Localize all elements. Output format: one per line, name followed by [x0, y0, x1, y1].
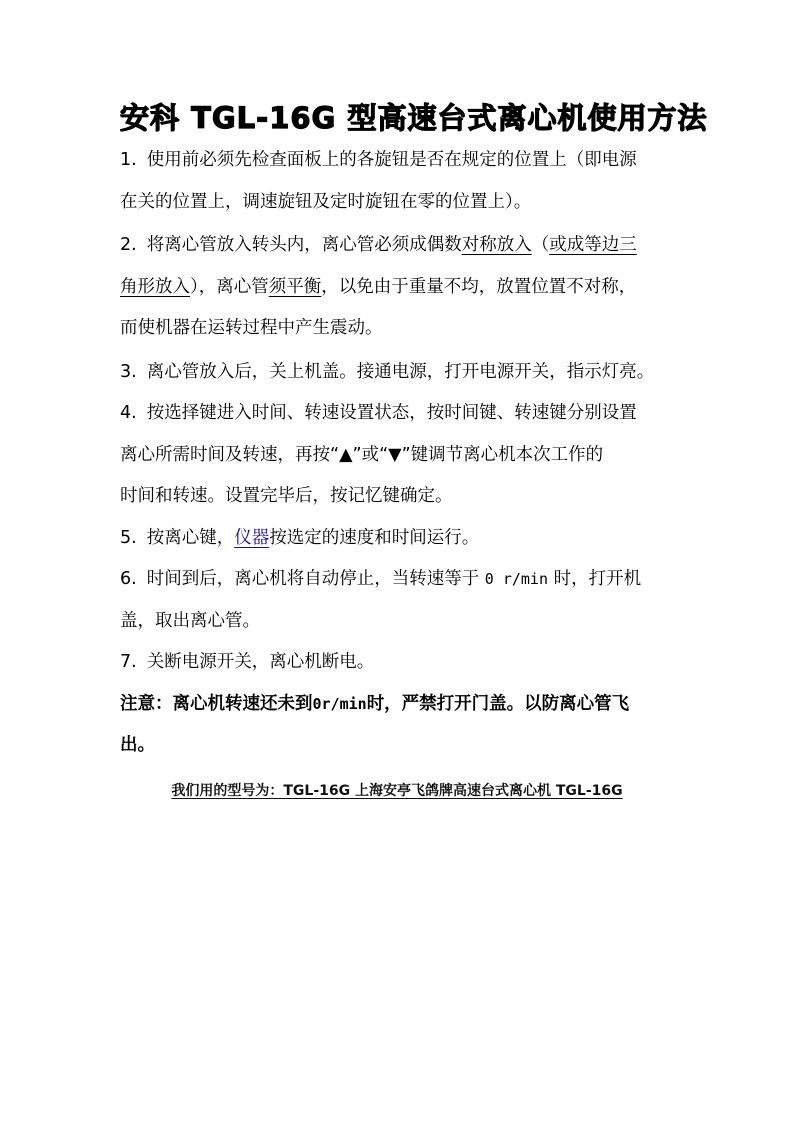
underlined-text: 或成等边三: [549, 235, 637, 255]
step-number: 2.: [120, 235, 137, 255]
step-1: [120, 140, 680, 182]
speed-value: 0r/min: [312, 694, 367, 713]
step-number: 4.: [120, 403, 137, 423]
note-text: 出。: [120, 735, 155, 755]
note-text: 注意：离心机转速还未到: [120, 693, 313, 714]
step-text: 使用前必须先检查面板上的各旋钮是否在规定的位置上（即电源: [146, 150, 637, 170]
warning-note-cont: [120, 725, 680, 767]
step-text: 时间到后，离心机将自动停止，当转速等于: [146, 569, 480, 589]
step-4-cont: [120, 435, 680, 477]
step-2-cont: [120, 308, 680, 350]
underlined-text: 须平衡: [268, 276, 322, 297]
step-text: ），离心管: [190, 276, 269, 297]
step-text: 按选择键进入时间、转速设置状态，按时间键、转速键分别设置: [146, 403, 637, 423]
warning-note: [120, 684, 680, 726]
step-text: ，以免由于重量不均，放置位置不对称，: [321, 276, 637, 297]
step-text: 按选定的速度和时间运行。: [269, 527, 480, 548]
step-4-cont: [120, 476, 680, 518]
step-number: 1.: [120, 150, 137, 170]
step-2-cont: [120, 267, 680, 309]
step-1-cont: [120, 182, 680, 224]
step-text: 离心管放入后，关上机盖。接通电源，打开电源开关，指示灯亮。: [146, 361, 655, 382]
step-text: 时，打开机: [553, 569, 642, 589]
step-text: 关断电源开关，离心机断电。: [146, 652, 375, 672]
step-text: 盖，取出离心管。: [120, 610, 260, 631]
step-text: （: [531, 235, 550, 255]
step-4: [120, 393, 680, 435]
step-number: 7.: [120, 652, 137, 672]
document-title: 安科 TGL-16G 型高速台式离心机使用方法: [120, 101, 708, 135]
instrument-link[interactable]: 仪器: [234, 527, 270, 548]
step-number: 5.: [120, 527, 137, 548]
step-text: 将离心管放入转头内，离心管必须成偶数: [146, 235, 462, 255]
step-text: 而使机器在运转过程中产生震动。: [120, 318, 383, 338]
step-2: [120, 225, 680, 267]
step-text: 按离心键，: [146, 527, 235, 548]
underlined-text: 角形放入: [120, 276, 190, 297]
note-text: 时，严禁打开门盖。以防离心管飞: [366, 693, 630, 714]
speed-value: 0 r/min: [484, 570, 548, 588]
step-number: 6.: [120, 569, 137, 589]
step-text: 在关的位置上，调速旋钮及定时旋钮在零的位置上）。: [120, 191, 532, 212]
step-text: 离心所需时间及转速，再按“▲”或“▼”键调节离心机本次工作的: [120, 444, 604, 465]
model-footer: 我们用的型号为：TGL-16G 上海安亭飞鸽牌高速台式离心机 TGL-16G: [171, 783, 623, 799]
step-6-cont: [120, 601, 680, 643]
step-text: 时间和转速。设置完毕后，按记忆键确定。: [120, 486, 453, 506]
step-number: 3.: [120, 361, 137, 382]
step-5: [120, 518, 680, 560]
step-7: [120, 642, 680, 684]
underlined-text: 对称放入: [461, 235, 532, 255]
instructions-list: [120, 140, 680, 767]
step-6: [120, 559, 680, 601]
step-3: [120, 352, 680, 394]
